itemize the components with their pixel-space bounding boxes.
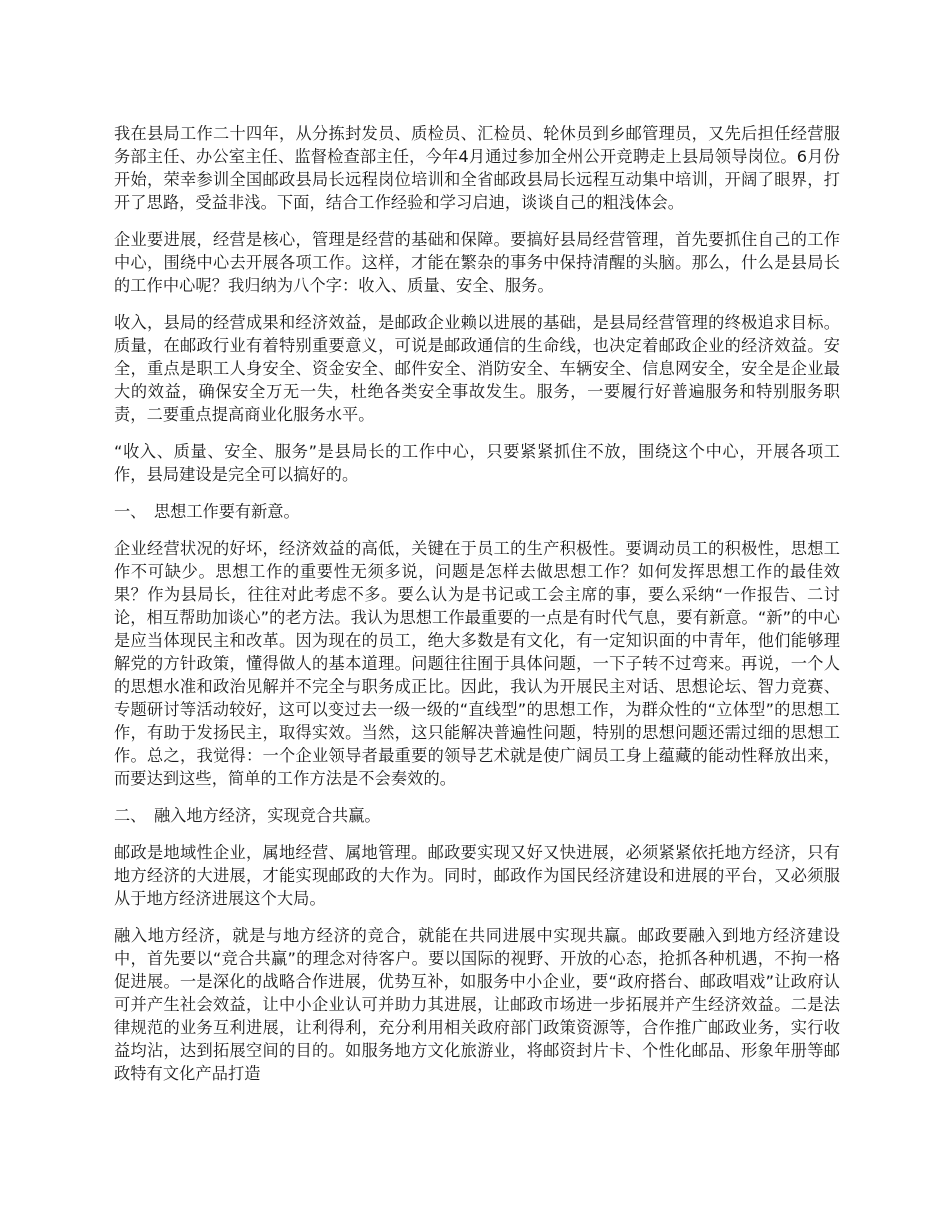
section-number-1: 一、 xyxy=(114,502,147,521)
paragraph-four-keys: 收入，县局的经营成果和经济效益，是邮政企业赖以进展的基础，是县局经营管理的终极追求目标。质量，在邮政行业有着特别重要意义，可说是邮政通信的生命线，也决定着邮政企业的经济效益。安全，重点是职工人身安全、资金安全、邮件安全、消防安全、车辆安全、信息网安全，安全是企业最大的效益，确保安全万无一失，杜绝各类安全事故发生。服务，一要履行好普遍服务和特别服务职责，二要重点提高商业化服务水平。 xyxy=(114,313,840,424)
section-number-2: 二、 xyxy=(114,806,147,825)
section-title-1: 思想工作要有新意。 xyxy=(154,502,300,521)
paragraph-intro: 我在县局工作二十四年，从分拣封发员、质检员、汇检员、轮休员到乡邮管理员，又先后担任经营服务部主任、办公室主任、监督检查部主任，今年4月通过参加全州公开竞聘走上县局领导岗位。6月份开始，荣幸参训全国邮政县局长远程岗位培训和全省邮政县局长远程互动集中培训，开阔了眼界，打开了思路，受益非浅。下面，结合工作经验和学习启迪，谈谈自己的粗浅体会。 xyxy=(114,124,840,212)
section-title-2: 融入地方经济，实现竞合共赢。 xyxy=(154,806,381,825)
paragraph-summary: “收入、质量、安全、服务”是县局长的工作中心，只要紧紧抓住不放，围绕这个中心，开展各项工作，县局建设是完全可以搞好的。 xyxy=(114,442,840,484)
document-page xyxy=(114,122,840,1085)
paragraph-local-economy: 邮政是地域性企业，属地经营、属地管理。邮政要实现又好又快进展，必须紧紧依托地方经济，只有地方经济的大进展，才能实现邮政的大作为。同时，邮政作为国民经济建设和进展的平台，又必须服从于地方经济进展这个大局。 xyxy=(114,843,840,908)
paragraph-work-center: 企业要进展，经营是核心，管理是经营的基础和保障。要搞好县局经营管理，首先要抓住自己的工作中心，围绕中心去开展各项工作。这样，才能在繁杂的事务中保持清醒的头脑。那么，什么是县局长的工作中心呢？我归纳为八个字：收入、质量、安全、服务。 xyxy=(114,230,840,295)
paragraph-win-win: 融入地方经济，就是与地方经济的竞合，就能在共同进展中实现共赢。邮政要融入到地方经济建设中，首先要以“竞合共赢”的理念对待客户。要以国际的视野、开放的心态，抢抓各种机遇，不拘一格促进展。一是深化的战略合作进展，优势互补，如服务中小企业，要“政府搭台、邮政唱戏”让政府认可并产生社会效益，让中小企业认可并助力其进展，让邮政市场进一步拓展并产生经济效益。二是法律规范的业务互利进展，让利得利，充分利用相关政府部门政策资源等，合作推广邮政业务，实行收益均沾，达到拓展空间的目的。如服务地方文化旅游业，将邮资封片卡、个性化邮品、形象年册等邮政特有文化产品打造 xyxy=(114,926,840,1083)
section-heading-1 xyxy=(114,500,840,523)
paragraph-thought-work: 企业经营状况的好坏，经济效益的高低，关键在于员工的生产积极性。要调动员工的积极性，思想工作不可缺少。思想工作的重要性无须多说，问题是怎样去做思想工作？如何发挥思想工作的最佳效果？作为县局长，往往对此考虑不多。要么认为是书记或工会主席的事，要么采纳“一作报告、二讨论，相互帮助加谈心”的老方法。我认为思想工作最重要的一点是有时代气息，要有新意。“新”的中心是应当体现民主和改革。因为现在的员工，绝大多数是有文化，有一定知识面的中青年，他们能够理解党的方针政策，懂得做人的基本道理。问题往往囿于具体问题，一下子转不过弯来。再说，一个人的思想水准和政治见解并不完全与职务成正比。因此，我认为开展民主对话、思想论坛、智力竞赛、专题研讨等活动较好，这可以变过去一级一级的“直线型”的思想工作，为群众性的“立体型”的思想工作，有助于发扬民主，取得实效。当然，这只能解决普遍性问题，特别的思想问题还需过细的思想工作。总之，我觉得：一个企业领导者最重要的领导艺术就是使广阔员工身上蕴藏的能动性释放出来，而要达到这些，简单的工作方法是不会奏效的。 xyxy=(114,539,840,788)
section-heading-2 xyxy=(114,804,840,827)
